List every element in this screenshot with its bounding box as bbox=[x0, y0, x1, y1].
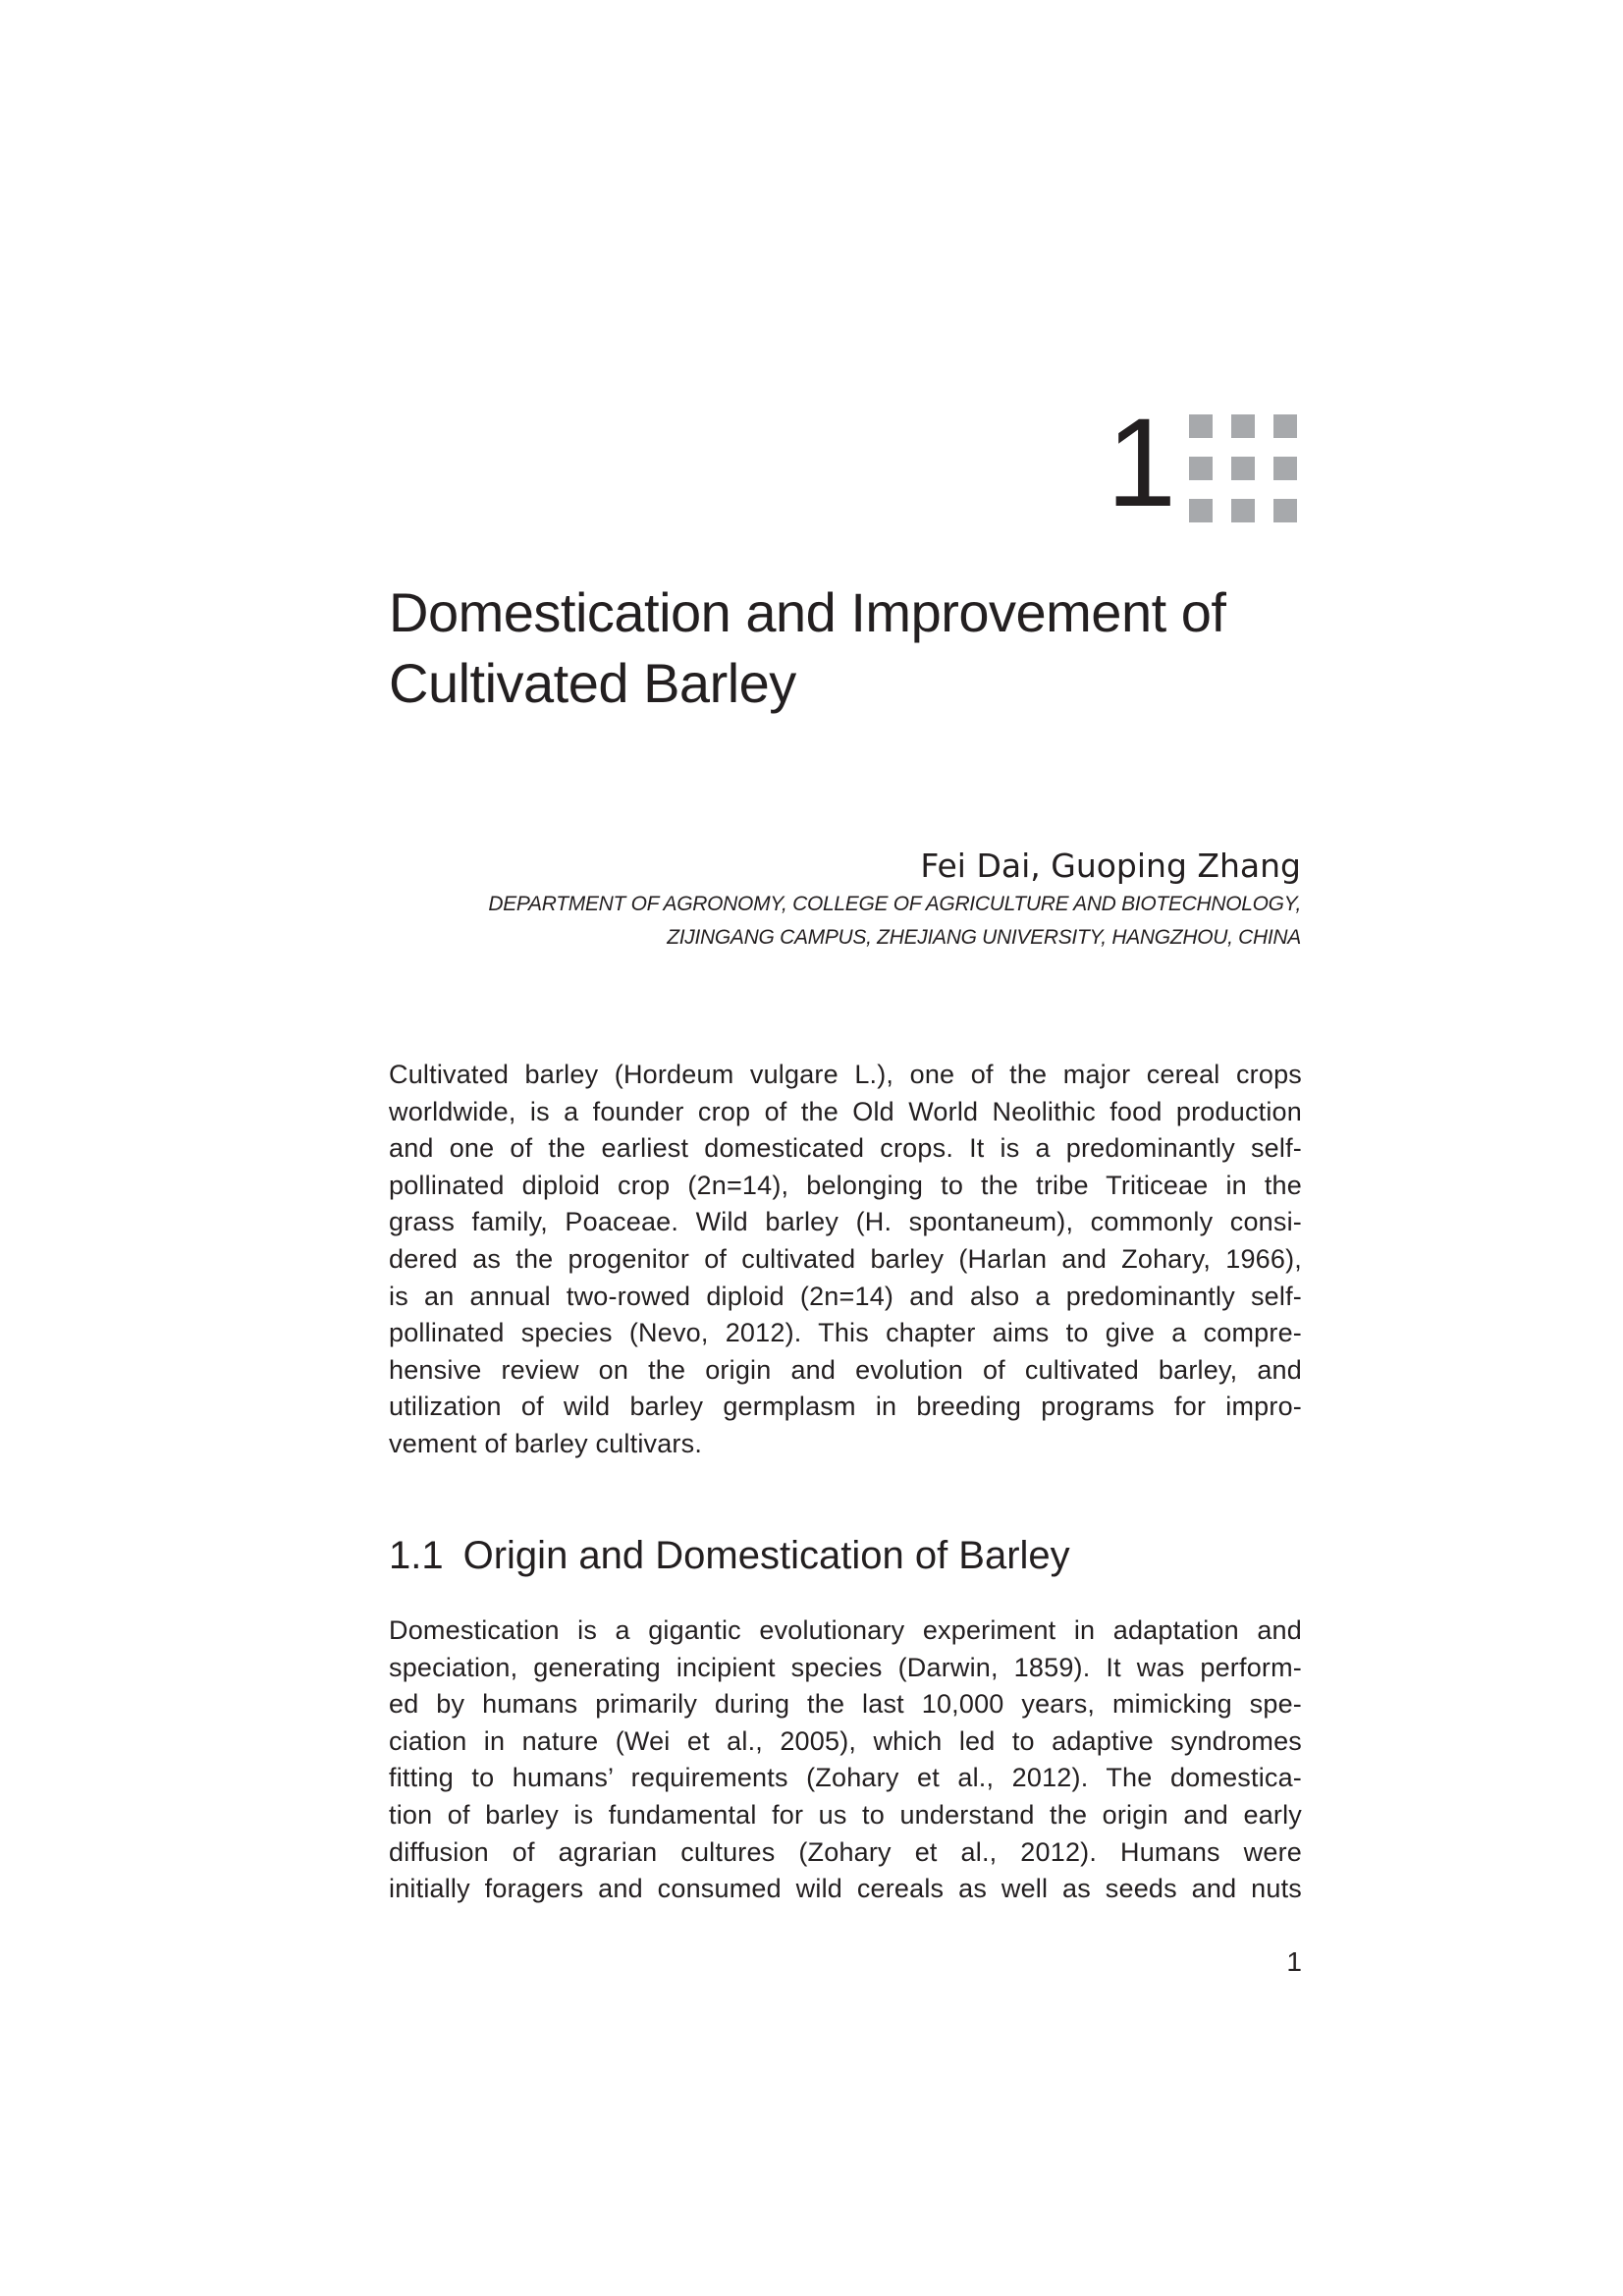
paragraph-line: Cultivated barley (Hordeum vulgare L.), one of the major cereal crops bbox=[389, 1060, 1302, 1089]
section-title: Origin and Domestication of Barley bbox=[462, 1534, 1070, 1577]
paragraph-line: fitting to humans’ requirements (Zohary et al., 2012). The domestica- bbox=[389, 1763, 1302, 1793]
page-number: 1 bbox=[1286, 1946, 1302, 1977]
affiliation-line: DEPARTMENT OF AGRONOMY, COLLEGE OF AGRICULTURE AND BIOTECHNOLOGY, bbox=[488, 893, 1301, 915]
paragraph-line: vement of barley cultivars. bbox=[389, 1428, 703, 1458]
chapter-title-line: Cultivated Barley bbox=[389, 652, 796, 714]
intro-paragraph bbox=[389, 1057, 1302, 1463]
paragraph-line: is an annual two-rowed diploid (2n=14) and also a predominantly self- bbox=[389, 1281, 1302, 1311]
paragraph-line: ciation in nature (Wei et al., 2005), which led to adaptive syndromes bbox=[389, 1725, 1302, 1756]
chapter-number: 1 bbox=[1106, 393, 1176, 533]
chapter-title-line: Domestication and Improvement of bbox=[389, 581, 1226, 643]
paragraph-line: diffusion of agrarian cultures (Zohary et al., 2012). Humans were bbox=[389, 1836, 1302, 1867]
paragraph-line: speciation, generating incipient species (Darwin, 1859). It was perform- bbox=[389, 1652, 1302, 1682]
paragraph-line: pollinated diploid crop (2n=14), belonging to the tribe Triticeae in the bbox=[389, 1170, 1302, 1200]
chapter-grid-icon bbox=[1189, 414, 1297, 522]
paragraph-line: utilization of wild barley germplasm in breeding programs for impro- bbox=[389, 1392, 1302, 1422]
paragraph-line: pollinated species (Nevo, 2012). This chapter aims to give a compre- bbox=[389, 1318, 1302, 1348]
chapter-title bbox=[389, 577, 1371, 719]
paragraph-line: grass family, Poaceae. Wild barley (H. spontaneum), commonly consi- bbox=[389, 1207, 1302, 1237]
paragraph-line: initially foragers and consumed wild cereals as well as seeds and nuts bbox=[389, 1874, 1302, 1904]
paragraph-line: Domestication is a gigantic evolutionary experiment in adaptation and bbox=[389, 1615, 1302, 1645]
paragraph-line: and one of the earliest domesticated crops. It is a predominantly self- bbox=[389, 1133, 1302, 1164]
paragraph-line: hensive review on the origin and evolution of cultivated barley, and bbox=[389, 1354, 1302, 1385]
paragraph-line: ed by humans primarily during the last 10,000 years, mimicking spe- bbox=[389, 1689, 1302, 1720]
authors: Fei Dai, Guoping Zhang bbox=[920, 847, 1301, 885]
affiliation bbox=[488, 888, 1301, 955]
paragraph-line: worldwide, is a founder crop of the Old World Neolithic food production bbox=[389, 1096, 1302, 1126]
section-paragraph bbox=[389, 1613, 1302, 1908]
paragraph-line: dered as the progenitor of cultivated barley (Harlan and Zohary, 1966), bbox=[389, 1243, 1302, 1274]
section-heading bbox=[389, 1532, 1070, 1579]
affiliation-line: ZIJINGANG CAMPUS, ZHEJIANG UNIVERSITY, HANGZHOU, CHINA bbox=[667, 926, 1301, 949]
paragraph-line: tion of barley is fundamental for us to understand the origin and early bbox=[389, 1799, 1302, 1830]
section-number: 1.1 bbox=[389, 1534, 444, 1577]
